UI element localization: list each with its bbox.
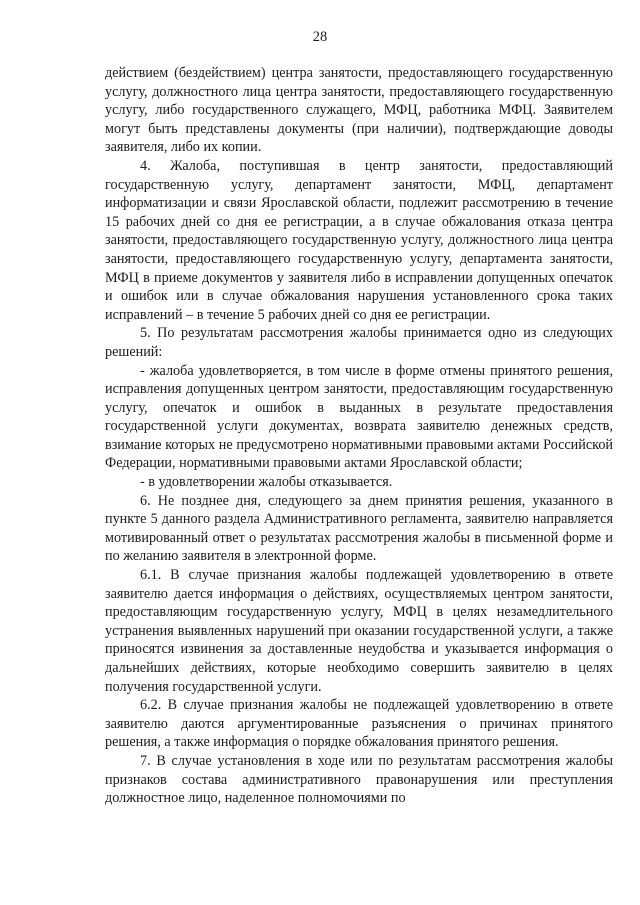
page-number: 28 <box>312 29 328 45</box>
paragraph-7: 7. В случае установления в ходе или по результатам рассмотрения жалобы признаков состава административного правонарушения или преступления должностное лицо, наделенное полномочиями по <box>105 752 613 807</box>
paragraph-5-option-refuse: - в удовлетворении жалобы отказывается. <box>140 474 393 491</box>
document-body <box>105 64 613 808</box>
paragraph-5-option-satisfy: - жалоба удовлетворяется, в том числе в форме отмены принятого решения, исправления допущенных центром занятости, предоставляющим государственную услугу, опечаток и ошибок в выданных в результате предоставления государственной услуги документах, возврата заявителю денежных средств, взимание которых не предусмотрено нормативными правовыми актами Российской Федерации, нормативными правовыми актами Ярославской области; <box>105 362 613 472</box>
paragraph-4: 4. Жалоба, поступившая в центр занятости, предоставляющий государственную услугу, департамент занятости, МФЦ, департамент информатизации и связи Ярославской области, подлежит рассмотрению в течение 15 рабочих дней со дня ее регистрации, а в случае обжалования отказа центра занятости, предоставляющего государственную услугу, должностного лица центра занятости, предоставляющего государственную услугу, департамента занятости, МФЦ в приеме документов у заявителя либо в исправлении допущенных опечаток и ошибок или в случае обжалования нарушения установленного срока таких исправлений – в течение 5 рабочих дней со дня ее регистрации. <box>105 157 613 323</box>
paragraph-6-1: 6.1. В случае признания жалобы подлежащей удовлетворению в ответе заявителю дается информация о действиях, осуществляемых центром занятости, предоставляющим государственную услугу, МФЦ в целях незамедлительного устранения выявленных нарушений при оказании государственной услуги, а также приносятся извинения за доставленные неудобства и указывается информация о дальнейших действиях, которые необходимо совершить заявителю в целях получения государственной услуги. <box>105 567 613 695</box>
paragraph-6: 6. Не позднее дня, следующего за днем принятия решения, указанного в пункте 5 данного раздела Административного регламента, заявителю направляется мотивированный ответ о результатах рассмотрения жалобы в письменной форме и по желанию заявителя в электронной форме. <box>105 492 613 565</box>
paragraph-continuation: действием (бездействием) центра занятости, предоставляющего государственную услугу, должностного лица центра занятости, предоставляющего государственную услугу, либо государственного служащего, МФЦ, работника МФЦ. Заявителем могут быть представлены документы (при наличии), подтверждающие доводы заявителя, либо их копии. <box>105 65 613 156</box>
paragraph-6-2: 6.2. В случае признания жалобы не подлежащей удовлетворению в ответе заявителю даются аргументированные разъяснения о причинах принятого решения, а также информация о порядке обжалования принятого решения. <box>105 697 613 751</box>
paragraph-5: 5. По результатам рассмотрения жалобы принимается одно из следующих решений: <box>105 325 613 360</box>
